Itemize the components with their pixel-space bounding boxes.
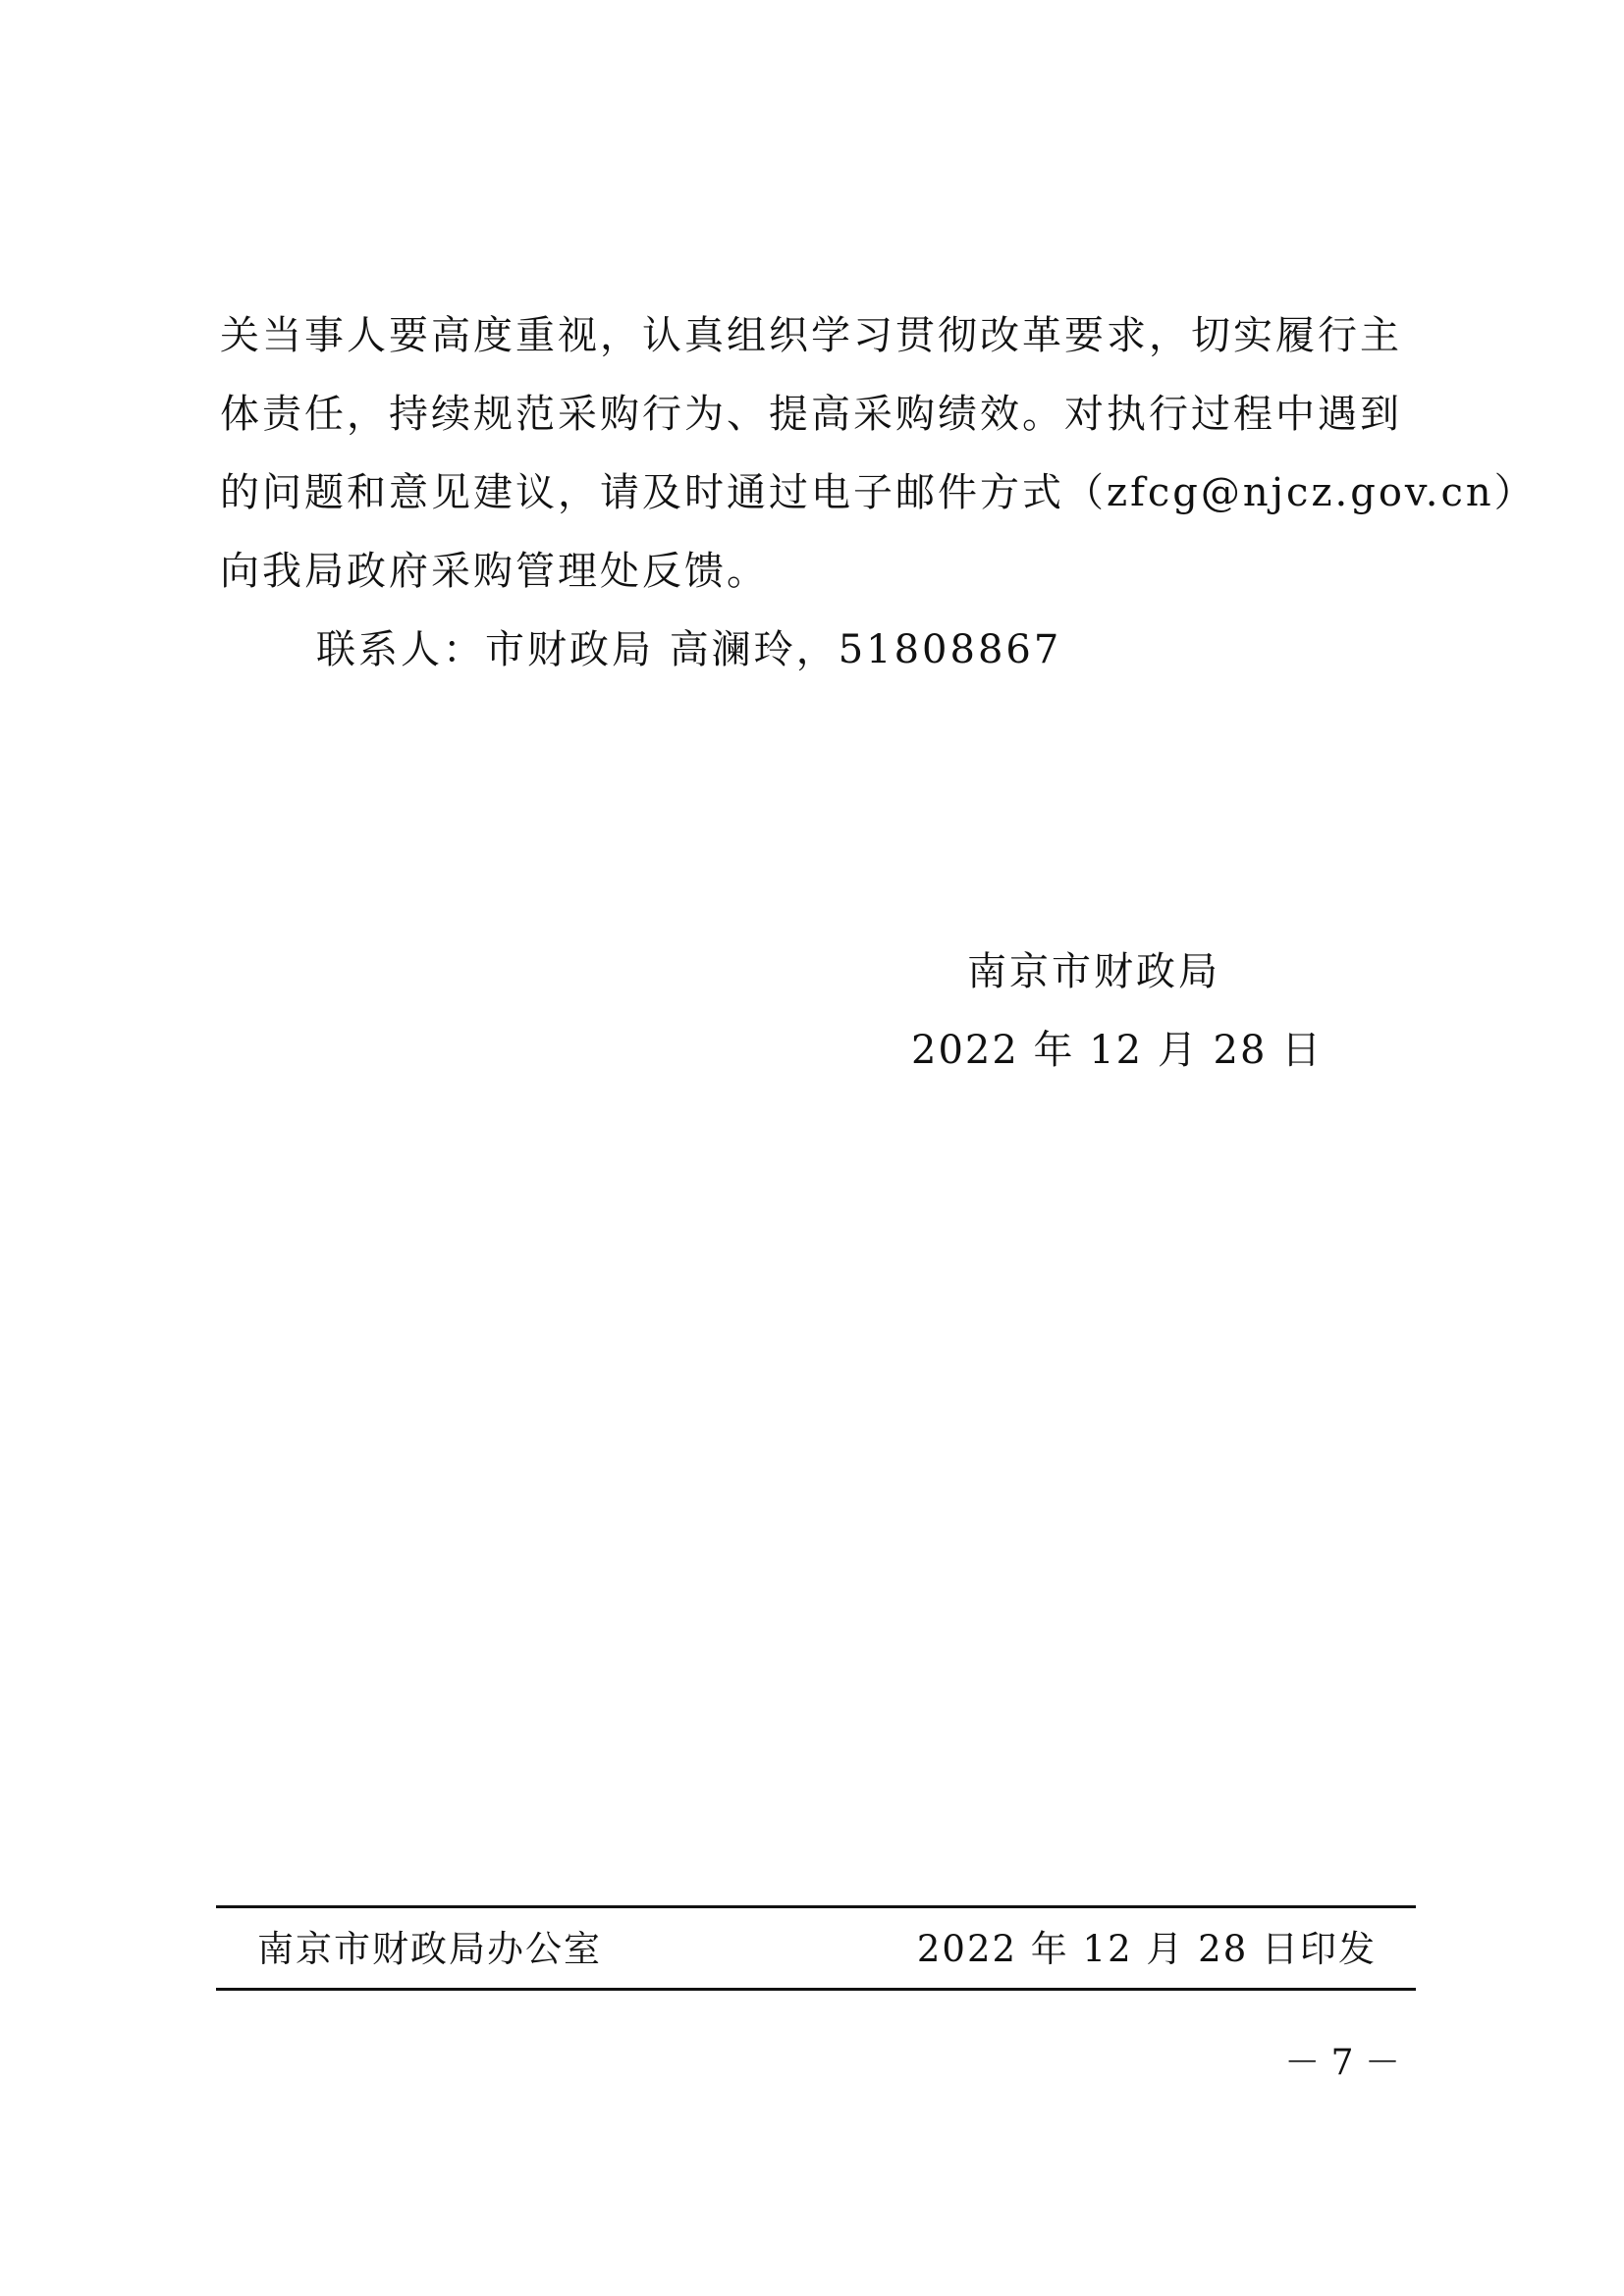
footer-issue-date: 2022 年 12 月 28 日印发 <box>916 1928 1377 1970</box>
contact-line: 联系人：市财政局 高澜玲，51808867 <box>316 627 1062 672</box>
page-number: － 7 － <box>1284 2043 1400 2083</box>
body-line-2: 体责任，持续规范采购行为、提高采购绩效。对执行过程中遇到 <box>220 392 1402 437</box>
signature-org: 南京市财政局 <box>967 949 1220 994</box>
body-line-4: 向我局政府采购管理处反馈。 <box>220 549 769 594</box>
footer-bottom-rule <box>216 1988 1416 1991</box>
body-line-3: 的问题和意见建议，请及时通过电子邮件方式（zfcg@njcz.gov.cn） <box>220 470 1537 515</box>
signature-date: 2022 年 12 月 28 日 <box>911 1028 1324 1073</box>
footer-top-rule <box>216 1905 1416 1908</box>
footer-issuer: 南京市财政局办公室 <box>257 1928 602 1970</box>
body-line-1: 关当事人要高度重视，认真组织学习贯彻改革要求，切实履行主 <box>220 313 1402 358</box>
